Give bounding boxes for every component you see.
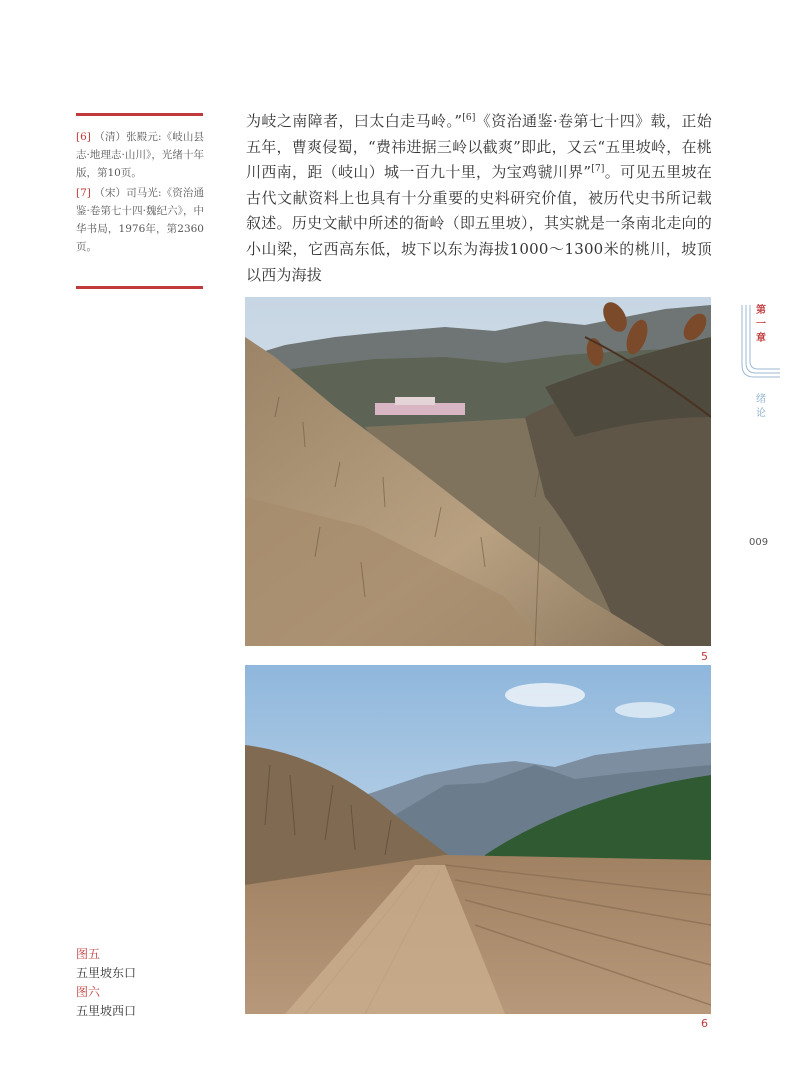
footnote-mark: [7]	[76, 187, 91, 199]
figure-5-caption: 五里坡东口	[76, 966, 137, 980]
footnote-mark: [6]	[76, 131, 91, 143]
footnote-bottom-rule	[76, 286, 203, 289]
footnotes	[76, 128, 204, 258]
citation-6[interactable]: [6]	[462, 113, 476, 123]
footnote-top-rule	[76, 113, 203, 116]
chapter-label: 第一章	[756, 305, 766, 344]
citation-7[interactable]: [7]	[591, 164, 605, 175]
figure-6-caption: 五里坡西口	[76, 1004, 137, 1018]
footnote-text: （宋）司马光:《资治通鉴·卷第七十四·魏纪六》，中华书局，1976年，第2360页。	[76, 187, 204, 253]
figure-number-6: 6	[701, 1017, 708, 1030]
body-text-part-3: 。可见五里坡在古代文献资料上也具有十分重要的史料研究价值，被历代史书所记载叙述。历史文献中所述的衙岭（即五里坡），其实就是一条南北走向的小山梁，它西高东低，坡下以东为海拔1000～1300米的桃川，坡顶以西为海拔	[246, 163, 712, 284]
figure-5-label: 图五	[76, 947, 101, 961]
figure-6-label: 图六	[76, 985, 101, 999]
photo-wulipo-west	[245, 665, 711, 1014]
figure-captions	[76, 945, 136, 1021]
footnote-7	[76, 184, 204, 256]
body-text-part-1: 为岐之南障者，曰太白走马岭。”	[246, 112, 463, 130]
photo-wulipo-east	[245, 297, 711, 646]
footnote-6	[76, 128, 204, 182]
body-text-part-2: 《资治通鉴·卷第七十四》载，正始五年，曹爽侵蜀，“费祎进据三岭以截爽”即此，又云“五里坡岭，在桃川西南，距（岐山）城一百九十里，为宝鸡虢川界”	[246, 112, 712, 182]
page-number: 009	[749, 537, 769, 548]
section-label: 绪论	[756, 394, 766, 419]
footnote-text: （清）张殿元:《岐山县志·地理志·山川》，光绪十年版，第10页。	[76, 131, 204, 179]
figure-number-5: 5	[701, 650, 708, 663]
body-paragraph	[246, 109, 712, 288]
